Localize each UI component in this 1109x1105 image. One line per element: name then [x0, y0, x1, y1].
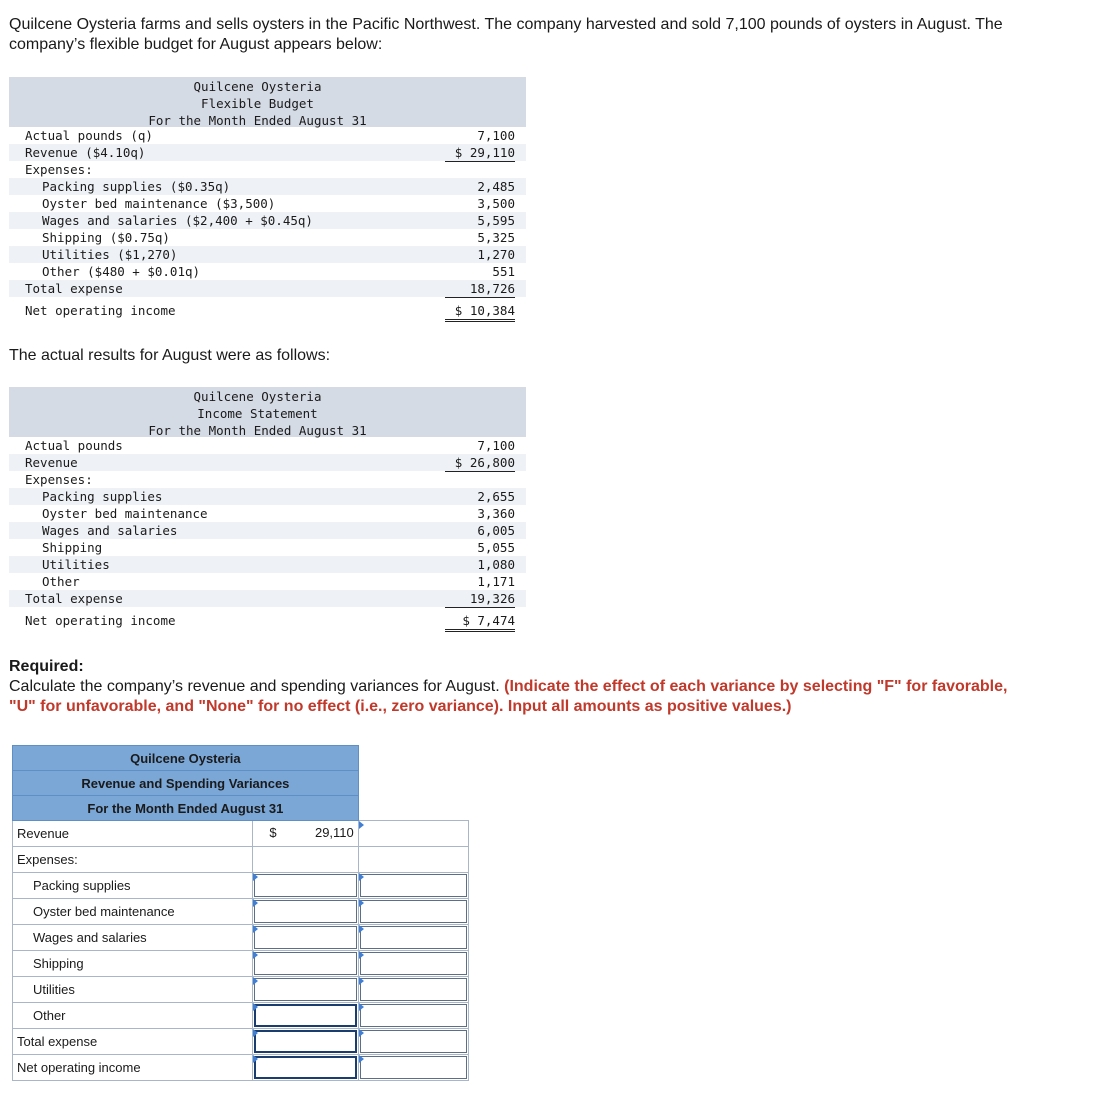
variance-total-expense-label: Total expense [13, 1029, 253, 1055]
oyster-bed-amount-input[interactable] [254, 900, 356, 923]
row-utilities: Utilities ($1,270) 1,270 [9, 246, 526, 263]
row-wages: Wages and salaries 6,005 [9, 522, 526, 539]
shipping-amount-input[interactable] [254, 952, 356, 975]
row-utilities: Utilities 1,080 [9, 556, 526, 573]
variance-table [12, 745, 469, 1081]
variance-period: For the Month Ended August 31 [13, 796, 359, 821]
currency-symbol: $ [269, 825, 277, 840]
input-marker-icon [253, 1003, 258, 1011]
income-statement [9, 387, 526, 629]
intro-text: Quilcene Oysteria farms and sells oysters in the Pacific Northwest. The company harvested and sold 7,100 pounds of oysters in August. The company’s flexible budget for August appears below: [9, 16, 1003, 53]
variance-revenue-label: Revenue [13, 821, 253, 847]
wages-effect-select[interactable] [360, 926, 467, 949]
input-marker-icon [253, 873, 258, 881]
input-marker-icon [359, 1029, 364, 1037]
row-actual-pounds: Actual pounds (q) 7,100 [25, 128, 515, 143]
variance-subtitle: Revenue and Spending Variances [13, 771, 359, 796]
variance-title: Quilcene Oysteria [13, 746, 359, 771]
input-marker-icon [253, 925, 258, 933]
actual-results-intro: The actual results for August were as follows: [9, 347, 331, 364]
input-marker-icon [253, 1029, 258, 1037]
statement-title: Quilcene Oysteria [193, 389, 322, 404]
input-marker-icon [253, 951, 258, 959]
row-other: Other ($480 + $0.01q) 551 [42, 264, 515, 279]
revenue-amount-cell [253, 821, 358, 847]
row-actual-pounds: Actual pounds 7,100 [25, 438, 515, 453]
required-text: Calculate the company’s revenue and spending variances for August. (Indicate the effect of each variance by selecting "F" for favorable, "U" for unfavorable, and "None" for no effect (i.e., zero variance). Input all amounts as positive values.) [9, 678, 1008, 715]
variance-expenses-label: Expenses: [13, 847, 253, 873]
row-net-operating-income: Net operating income $ 10,384 [9, 302, 526, 319]
row-wages: Wages and salaries ($2,400 + $0.45q) 5,595 [9, 212, 526, 229]
statement-period: For the Month Ended August 31 [148, 423, 367, 438]
row-other: Other 1,171 [42, 574, 515, 589]
row-packing: Packing supplies ($0.35q) 2,485 [9, 178, 526, 195]
statement-subtitle: Income Statement [197, 406, 318, 421]
input-marker-icon [359, 925, 364, 933]
row-expenses: Expenses: [25, 472, 93, 487]
required-title: Required: [9, 658, 84, 675]
input-marker-icon [359, 899, 364, 907]
variance-shipping-label: Shipping [13, 951, 253, 977]
row-total-expense: Total expense 19,326 [9, 590, 526, 607]
statement-header [9, 77, 526, 127]
packing-amount-input[interactable] [254, 874, 356, 897]
utilities-amount-input[interactable] [254, 978, 356, 1001]
variance-utilities-label: Utilities [13, 977, 253, 1003]
packing-effect-select[interactable] [360, 874, 467, 897]
input-marker-icon [359, 1003, 364, 1011]
row-oyster-bed: Oyster bed maintenance 3,360 [42, 506, 515, 521]
required-instruction: (Indicate the effect of each variance by selecting "F" for favorable, "U" for unfavorable, and "None" for no effect (i.e., zero variance). Input all amounts as positive values.) [9, 678, 1008, 715]
variance-other-label: Other [13, 1003, 253, 1029]
statement-title: Quilcene Oysteria [193, 79, 322, 94]
row-total-expense: Total expense 18,726 [9, 280, 526, 297]
input-marker-icon [359, 951, 364, 959]
statement-header [9, 387, 526, 437]
row-revenue: Revenue ($4.10q) $ 29,110 [9, 144, 526, 161]
utilities-effect-select[interactable] [360, 978, 467, 1001]
variance-packing-label: Packing supplies [13, 873, 253, 899]
input-marker-icon [253, 977, 258, 985]
row-expenses: Expenses: [25, 162, 93, 177]
input-marker-icon [359, 873, 364, 881]
input-marker-icon [253, 1055, 258, 1063]
statement-subtitle: Flexible Budget [201, 96, 314, 111]
statement-period: For the Month Ended August 31 [148, 113, 367, 128]
shipping-effect-select[interactable] [360, 952, 467, 975]
oyster-bed-effect-select[interactable] [360, 900, 467, 923]
input-marker-icon [359, 1055, 364, 1063]
noi-effect-select[interactable] [360, 1056, 467, 1079]
flexible-budget-statement [9, 77, 526, 319]
row-net-operating-income: Net operating income $ 7,474 [9, 612, 526, 629]
total-expense-amount-input[interactable] [254, 1030, 356, 1053]
input-marker-icon [253, 899, 258, 907]
row-shipping: Shipping ($0.75q) 5,325 [42, 230, 515, 245]
row-oyster-bed: Oyster bed maintenance ($3,500) 3,500 [42, 196, 515, 211]
other-effect-select[interactable] [360, 1004, 467, 1027]
noi-amount-input[interactable] [254, 1056, 356, 1079]
variance-oyster-bed-label: Oyster bed maintenance [13, 899, 253, 925]
row-packing: Packing supplies 2,655 [9, 488, 526, 505]
variance-wages-label: Wages and salaries [13, 925, 253, 951]
row-revenue: Revenue $ 26,800 [9, 454, 526, 471]
input-marker-icon [359, 977, 364, 985]
row-shipping: Shipping 5,055 [42, 540, 515, 555]
variance-noi-label: Net operating income [13, 1055, 253, 1081]
required-section [9, 657, 1009, 717]
revenue-amount: 29,110 [314, 825, 354, 840]
total-expense-effect-select[interactable] [360, 1030, 467, 1053]
revenue-effect-select[interactable] [358, 821, 468, 847]
other-amount-input[interactable] [254, 1004, 356, 1027]
wages-amount-input[interactable] [254, 926, 356, 949]
